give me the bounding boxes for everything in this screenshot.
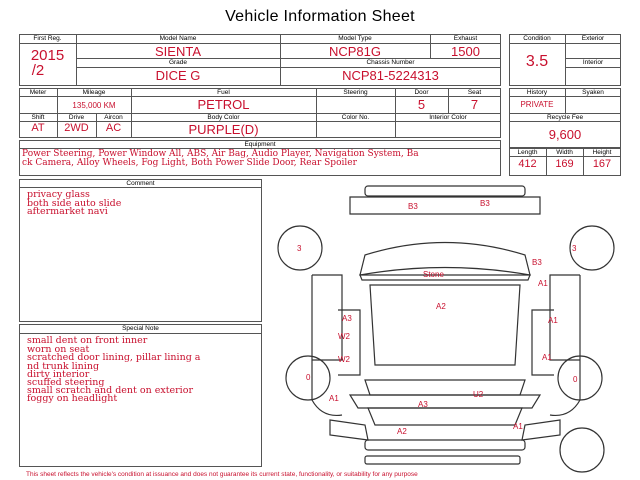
special-note-label: Special Note [122,325,159,332]
damage-code-a1: A1 [548,316,558,325]
grade-label: Grade [168,59,188,66]
damage-code-w2: W2 [338,332,350,341]
drive-value: 2WD [64,122,89,134]
grade-value: DICE G [155,68,201,83]
comment-label: Comment [126,180,155,187]
body-color-label: Body Color [207,114,240,121]
model-type-label: Model Type [338,35,372,42]
special-note-line: small scratch and dent on exterior [27,385,193,396]
comment-line: both side auto slide [27,198,122,209]
first-reg-label: First Reg. [33,35,62,42]
page-title: Vehicle Information Sheet [225,8,415,25]
damage-code-u2: U2 [473,390,484,399]
recycle-fee-label: Recycle Fee [546,114,584,121]
damage-code-3: 3 [572,244,577,253]
model-type-value: NCP81G [328,44,382,59]
comment-line: privacy glass [27,189,90,200]
width-value: 169 [555,158,574,170]
special-note-line: scratched door lining, pillar lining a [27,352,201,363]
model-name-label: Model Name [159,35,197,42]
special-note-line: worn on seat [27,344,90,355]
interior-color-label: Interior Color [429,114,467,121]
special-note-line: foggy on headlight [27,393,118,404]
damage-code-b3: B3 [532,258,542,267]
mileage-label: Mileage [82,89,106,96]
aircon-value: AC [105,122,122,134]
aircon-label: Aircon [104,114,123,121]
chassis-number-label: Chassis Number [366,59,415,66]
disclaimer-footer: This sheet reflects the vehicle's condition at issuance and does not guarantee its current state, functionality, or suitability for any purpose [26,471,418,478]
exhaust-label: Exhaust [453,35,478,42]
damage-code-0: 0 [573,375,578,384]
comment-line: aftermarket navi [27,206,108,217]
car-damage-diagram [270,180,640,480]
mileage-value: 135,000 KM [72,101,116,110]
condition-value: 3.5 [525,53,549,70]
door-value: 5 [417,97,426,112]
exterior-label: Exterior [581,35,605,42]
width-label: Width [556,149,573,156]
door-label: Door [414,89,429,96]
damage-code-a3: A3 [418,400,428,409]
damage-code-b3: B3 [408,202,418,211]
equipment-line-2: ck Camera, Alloy Wheels, Fog Light, Both Power Slide Door, Rear Spoiler [22,158,357,168]
damage-code-a2: A2 [397,427,407,436]
special-note-line: dirty interior [27,369,90,380]
seat-label: Seat [467,89,482,96]
chassis-number-value: NCP81-5224313 [342,68,439,83]
model-name-value: SIENTA [155,44,201,59]
color-no-label: Color No. [341,114,370,121]
damage-code-a1: A1 [513,422,523,431]
syaken-label: Syaken [582,89,604,96]
special-note-line: scuffed steering [27,377,105,388]
damage-code-w2: W2 [338,355,350,364]
special-note-line: small dent on front inner [27,335,148,346]
damage-code-b3: B3 [480,199,490,208]
damage-code-a2: A2 [436,302,446,311]
damage-code-3: 3 [297,244,302,253]
height-label: Height [592,149,612,156]
steering-label: Steering [343,89,368,96]
equipment-label: Equipment [244,141,276,148]
meter-label: Meter [29,89,47,96]
first-reg-year: 2015 [30,47,65,64]
recycle-fee-value: 9,600 [548,127,582,142]
damage-code-0: 0 [306,373,311,382]
drive-label: Drive [68,114,85,121]
history-label: History [526,89,548,96]
damage-code-a1: A1 [542,353,552,362]
length-label: Length [517,149,538,156]
seat-value: 7 [470,97,479,112]
fuel-label: Fuel [217,89,230,96]
height-value: 167 [592,158,612,170]
damage-code-a1: A1 [538,279,548,288]
first-reg-month: /2 [31,62,45,79]
special-note-line: nd trunk lining [27,361,100,372]
condition-label: Condition [523,35,551,42]
damage-code-stone: Stone [423,270,444,279]
damage-code-a3: A3 [342,314,352,323]
exhaust-value: 1500 [451,44,480,59]
shift-value: AT [31,122,45,134]
length-value: 412 [518,158,537,170]
shift-label: Shift [31,114,45,121]
fuel-value: PETROL [197,97,250,112]
history-value: PRIVATE [520,100,554,109]
interior-label: Interior [582,59,604,66]
body-color-value: PURPLE(D) [188,122,259,137]
damage-code-a1: A1 [329,394,339,403]
equipment-line-1: Power Steering, Power Window All, ABS, Air Bag, Audio Player, Navigation System, Ba [22,149,419,159]
